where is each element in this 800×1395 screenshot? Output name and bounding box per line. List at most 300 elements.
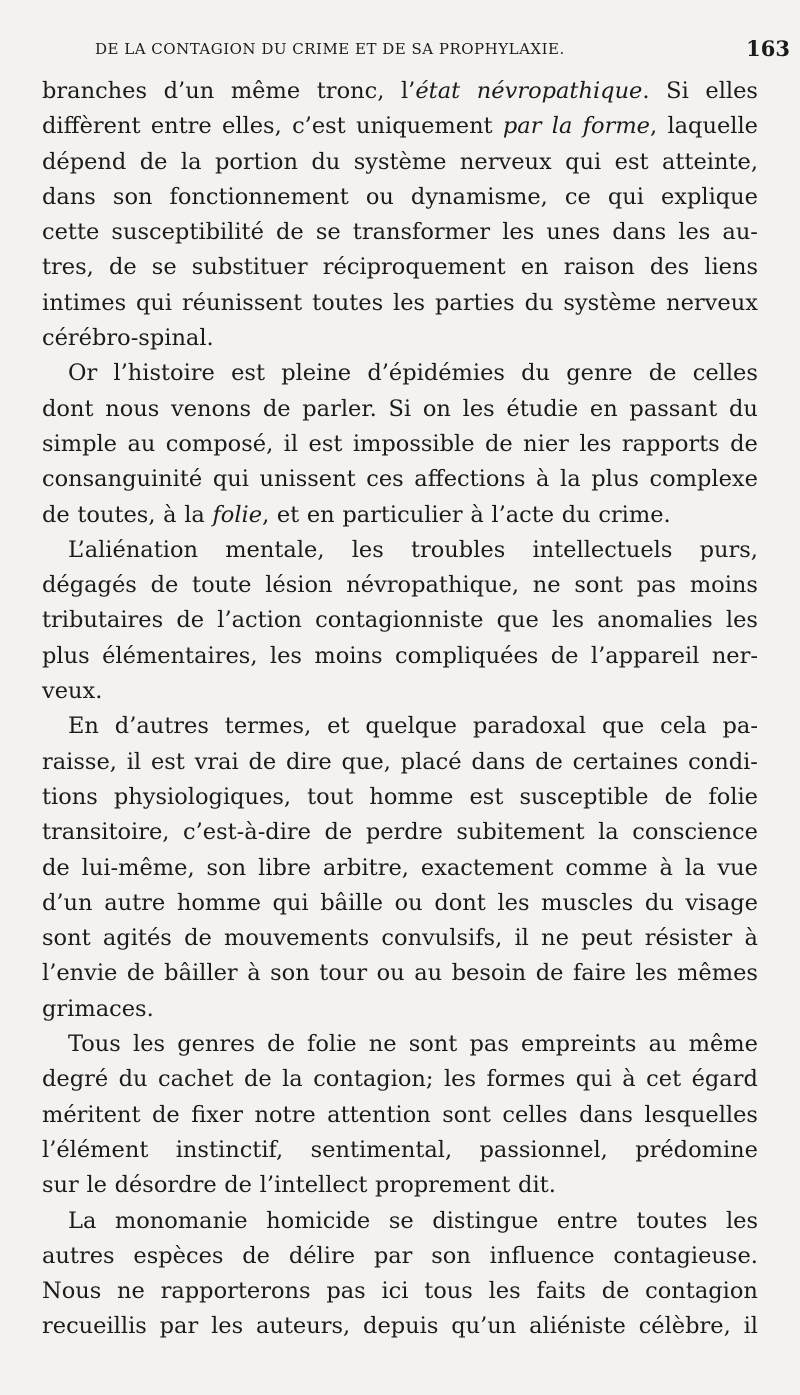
text-line [42,956,758,991]
word: atteinte, [661,148,758,175]
word: condi- [688,748,758,775]
text-line [42,921,758,956]
word: placé [400,748,462,775]
word: cet [646,1066,682,1093]
word: homme [176,889,261,916]
word: homicide [266,1207,371,1234]
word: pas [469,1031,509,1058]
word: Nous [42,1278,102,1305]
word: les [351,536,384,563]
word: susceptible [519,783,649,810]
word: à [470,501,484,528]
word: composé, [165,430,274,457]
word: est [308,430,343,457]
text-line [42,215,758,250]
word: diffèrent [42,113,141,140]
word: bâille [320,889,383,916]
word: dynamisme, [410,183,548,210]
word: la [598,819,619,846]
word: celles [692,360,758,387]
word: ces [366,466,404,493]
word: contagieuse. [613,1242,758,1269]
word: ne [541,925,569,952]
word: la [560,466,581,493]
word: rapporterons [160,1278,311,1305]
word: dégagés [42,572,137,599]
word: son [270,960,310,987]
word: nous [105,395,160,422]
word: dire [286,748,332,775]
text-line [42,886,758,921]
word: dit. [518,1172,556,1199]
word: il [283,430,299,457]
word: c’est-à-dire [183,819,311,846]
word: l’action [217,607,302,634]
text-line [42,709,758,744]
text-line [42,1168,758,1203]
word: vrai [194,748,239,775]
word: substituer [191,254,308,281]
word: attention [327,1101,431,1128]
word: ne [368,1031,397,1058]
word: contagion; [313,1066,434,1093]
word: de [42,501,70,528]
word: élémentaires, [102,642,258,669]
word: degré [42,1066,109,1093]
word: la [684,854,706,881]
text-line [42,1062,758,1097]
word: la [184,501,205,528]
word: est [150,748,185,775]
word: moins [314,642,383,669]
word: de [242,1242,270,1269]
word: de [550,642,579,669]
word: est [614,148,649,175]
word: sont [442,1101,491,1128]
word: instinctif, [175,1136,284,1163]
word: dans [42,183,96,210]
text-line [42,533,758,568]
word: et [327,713,350,740]
word: tour [319,960,368,987]
word: méritent [42,1101,141,1128]
word: les [488,1278,521,1305]
word: réciproquement [322,254,506,281]
word: que, [341,748,391,775]
word: anomalies [597,607,713,634]
word: de [324,819,353,846]
word: folie, [212,501,270,528]
word: l’élément [42,1136,149,1163]
word: laquelle [667,113,758,140]
word: faire [572,960,626,987]
word: l’état [400,78,461,104]
word: de [248,748,277,775]
text-line [42,1098,758,1133]
word: folie [307,1031,357,1058]
word: simple [42,430,117,457]
text-line [42,250,758,285]
text-line [42,286,758,321]
word: en [520,254,549,281]
word: dont [434,889,486,916]
word: délire [288,1242,356,1269]
word: qui [212,466,249,493]
word: dont [42,395,94,422]
text-line [42,1309,758,1344]
word: transitoire, [42,819,170,846]
word: explique [660,183,758,210]
word: prédomine [635,1136,758,1163]
body-text [42,74,758,1345]
word: de [139,148,168,175]
word: liens [704,254,758,281]
word: à [744,925,758,952]
word: se [315,219,341,246]
word: même [688,1031,758,1058]
word: elles [705,78,758,104]
word: les [269,642,302,669]
word: autre [104,889,166,916]
text-line [42,1027,758,1062]
word: passionnel, [479,1136,608,1163]
word: sont [42,925,91,952]
word: au [648,1031,677,1058]
word: de [176,607,205,634]
word: contagionniste [315,607,484,634]
word: toutes [312,289,384,316]
word: la [551,113,573,140]
word: dépend [42,148,127,175]
text-line [42,180,758,215]
word: de [150,572,179,599]
word: l’acte [491,501,555,528]
word: les [443,1066,477,1093]
word: nerveux [666,289,758,316]
word: influence [489,1242,595,1269]
word: ou [376,960,405,987]
word: sur [42,1172,79,1199]
word: des [649,254,690,281]
word: notre [254,1101,316,1128]
word: tres, [42,254,94,281]
text-line [42,356,758,391]
word: de [262,395,291,422]
word: certaines [572,748,679,775]
text-line [42,745,758,780]
word: quelque [365,713,457,740]
word: genre [566,360,633,387]
word: empreints [521,1031,637,1058]
word: célèbre, [638,1313,731,1340]
word: entre [556,1207,618,1234]
page-number: 163 [746,36,790,61]
word: de [267,1031,295,1058]
word: la [282,1066,303,1093]
word: se [151,254,177,281]
word: résister [644,925,733,952]
word: unissent [259,466,356,493]
word: par [502,113,542,140]
text-line [42,639,758,674]
word: son [206,854,247,881]
text-line [42,145,758,180]
text-line [42,321,758,356]
word: ne [532,572,561,599]
word: purs, [699,536,758,563]
word: à [659,854,673,881]
word: L’aliénation [68,536,199,563]
word: visage [685,889,758,916]
word: lui-même, [81,854,195,881]
word: de [42,854,70,881]
word: vue [717,854,758,881]
word: physiologiques, [113,783,292,810]
word: qui [607,183,644,210]
word: genres [177,1031,256,1058]
word: contagion [645,1278,758,1305]
word: les [579,430,612,457]
text-line [42,74,758,109]
word: affections [414,466,526,493]
word: consanguinité [42,466,203,493]
word: se [388,1207,414,1234]
word: il [126,748,142,775]
word: proprement [375,1172,511,1199]
text-line [42,992,758,1027]
word: de [601,1278,630,1305]
word: sont [574,572,623,599]
word: transformer [352,219,491,246]
word: cachet [158,1066,234,1093]
word: toute [192,572,252,599]
word: cette [42,219,100,246]
word: raison [563,254,635,281]
word: espèces [133,1242,224,1269]
word: mêmes [677,960,758,987]
word: de [184,925,212,952]
word: comme [565,854,648,881]
word: agités [102,925,172,952]
word: par [373,1242,413,1269]
word: son [431,1242,471,1269]
word: passant [629,395,718,422]
word: monomanie [114,1207,248,1234]
word: toutes, [77,501,156,528]
word: arbitre, [322,854,409,881]
word: de [152,1101,180,1128]
word: d’un [42,889,93,916]
word: qui [136,289,173,316]
word: dans [579,1101,633,1128]
word: même [230,78,301,104]
word: les [552,607,585,634]
word: tions [42,783,98,810]
word: homme [369,783,454,810]
word: la [180,148,202,175]
word: pas [636,572,677,599]
word: ne [117,1278,145,1305]
word: l’histoire [113,360,215,387]
word: réunissent [182,289,303,316]
word: de [535,960,564,987]
text-line [42,1133,758,1168]
word: les [725,607,758,634]
word: venons [171,395,252,422]
word: dans [471,748,526,775]
word: Si [388,395,412,422]
word: il [743,1313,758,1340]
text-line [42,498,758,533]
text-line [42,603,758,638]
word: uniquement [356,113,493,140]
word: subitement [456,819,585,846]
text-line [42,568,758,603]
word: toutes [636,1207,708,1234]
word: d’épidémies [367,360,505,387]
word: de [108,254,137,281]
word: de [648,360,677,387]
word: parler. [302,395,377,422]
word: pleine [281,360,352,387]
word: du [118,1066,148,1093]
word: parties [435,289,515,316]
word: branches [42,78,148,104]
word: l’intellect [259,1172,368,1199]
word: du [561,501,591,528]
word: au [127,430,156,457]
word: son [112,183,153,210]
word: le [86,1172,107,1199]
word: l’appareil [590,642,700,669]
word: rapports [621,430,720,457]
word: à [536,466,550,493]
word: de [126,960,155,987]
word: en [306,501,335,528]
word: grimaces. [42,995,154,1022]
word: de [276,219,304,246]
word: aliéniste [529,1313,626,1340]
word: à [163,501,177,528]
word: fixer [191,1101,243,1128]
word: étudie [506,395,579,422]
word: folie [708,783,758,810]
word: particulier [342,501,463,528]
word: c’est [292,113,346,140]
word: cela [660,713,707,740]
word: névropathique, [346,572,519,599]
word: nier [523,430,569,457]
word: au [414,960,443,987]
word: ner- [711,642,758,669]
word: faits [536,1278,586,1305]
word: du [644,889,674,916]
word: peut [581,925,633,952]
word: qui [272,889,309,916]
word: formes [486,1066,566,1093]
word: il [514,925,529,952]
word: de [664,783,693,810]
word: ici [381,1278,409,1305]
word: les [497,889,530,916]
word: à [622,1066,636,1093]
word: complexe [649,466,758,493]
word: de [243,1066,272,1093]
word: d’un [163,78,215,104]
word: portion [214,148,298,175]
word: est [469,783,504,810]
word: de [224,1172,252,1199]
word: sentimental, [310,1136,453,1163]
running-title: DE LA CONTAGION DU CRIME ET DE SA PROPHYLAXIE. [95,40,565,58]
word: En [68,713,99,740]
word: mentale, [225,536,325,563]
text-line [42,1239,758,1274]
word: du [311,148,341,175]
word: intellectuels [532,536,673,563]
word: tronc, [316,78,385,104]
word: plus [42,642,90,669]
word: dans [612,219,667,246]
word: les [678,219,711,246]
word: les [462,395,495,422]
word: paradoxal [472,713,587,740]
word: névropathique. [476,78,650,104]
word: fonctionnement [169,183,349,210]
word: celles [502,1101,568,1128]
word: de [535,748,563,775]
word: perdre [365,819,443,846]
word: autres [42,1242,115,1269]
word: désordre [114,1172,217,1199]
text-line [42,109,758,144]
word: auteurs, [255,1313,351,1340]
text-line [42,427,758,462]
word: compliquées [394,642,539,669]
word: libre [258,854,311,881]
word: par [159,1313,199,1340]
word: impossible [352,430,475,457]
text-line [42,392,758,427]
word: en [589,395,618,422]
word: convulsifs, [381,925,503,952]
word: les [635,960,668,987]
word: Or [68,360,98,387]
word: crime. [598,501,671,528]
word: que [602,713,645,740]
word: et [276,501,300,528]
word: bâiller [164,960,238,987]
word: troubles [410,536,506,563]
text-line [42,780,758,815]
word: du [729,395,758,422]
word: système [563,289,657,316]
word: moins [689,572,758,599]
word: muscles [541,889,634,916]
word: mouvements [224,925,370,952]
word: raisse, [42,748,117,775]
word: ce [564,183,591,210]
word: à [247,960,261,987]
word: tout [307,783,354,810]
word: conscience [632,819,758,846]
word: système [353,148,447,175]
text-line [42,462,758,497]
word: qu’un [451,1313,517,1340]
word: nerveux [459,148,552,175]
word: que [496,607,539,634]
word: tous [424,1278,473,1305]
